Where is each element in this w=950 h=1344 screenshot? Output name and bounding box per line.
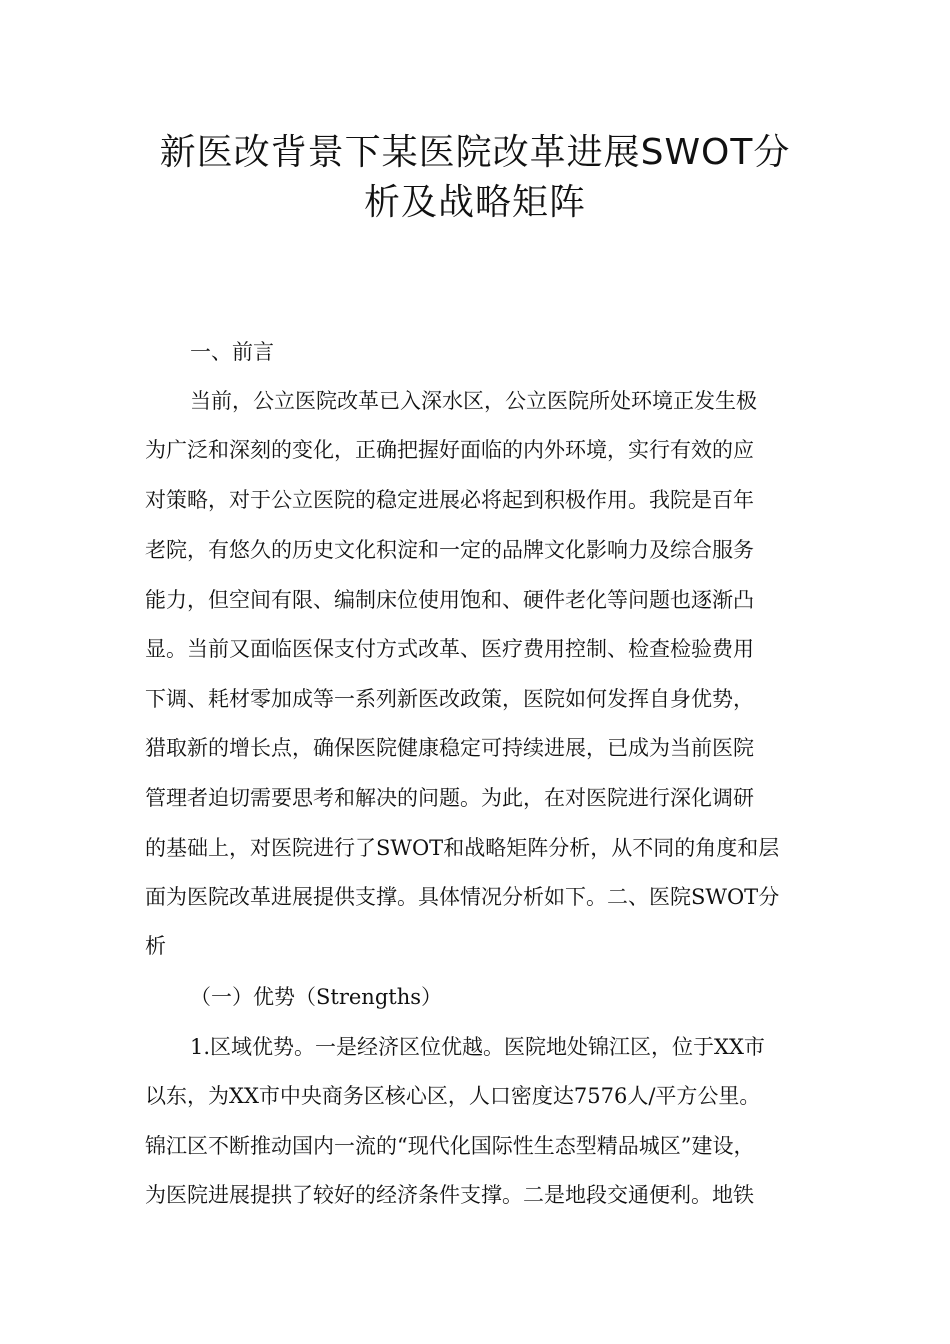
- subsection-heading-strengths: （一）优势（Strengths）: [190, 985, 442, 1009]
- body-line: 1.区域优势。一是经济区位优越。医院地处锦江区，位于XX市: [190, 1035, 765, 1059]
- body-line: 猎取新的增长点，确保医院健康稳定可持续进展，已成为当前医院: [145, 736, 754, 760]
- body-line: 锦江区不断推动国内一流的“现代化国际性生态型精品城区”建设，: [145, 1134, 755, 1158]
- body-line: 当前，公立医院改革已入深水区，公立医院所处环境正发生极: [190, 389, 757, 413]
- body-line: 为广泛和深刻的变化，正确把握好面临的内外环境，实行有效的应: [145, 438, 754, 462]
- body-line: 能力，但空间有限、编制床位使用饱和、硬件老化等问题也逐渐凸: [145, 588, 754, 612]
- title-line-1: 新医改背景下某医院改革进展SWOT分: [159, 132, 791, 173]
- section-heading-preface: 一、前言: [190, 340, 274, 364]
- body-line: 为医院进展提拱了较好的经济条件支撑。二是地段交通便利。地铁: [145, 1183, 754, 1207]
- body-line: 面为医院改革进展提供支撑。具体情况分析如下。二、医院SWOT分: [145, 885, 780, 909]
- body-line: 析: [145, 934, 166, 958]
- body-line: 显。当前又面临医保支付方式改革、医疗费用控制、检查检验费用: [145, 637, 754, 661]
- body-line: 以东，为XX市中央商务区核心区，人口密度达7576人/平方公里。: [145, 1084, 761, 1108]
- body-line: 管理者迫切需要思考和解决的问题。为此，在对医院进行深化调研: [145, 786, 754, 810]
- body-line: 的基础上，对医院进行了SWOT和战略矩阵分析，从不同的角度和层: [145, 836, 780, 860]
- title-line-2: 析及战略矩阵: [363, 182, 586, 223]
- body-line: 对策略，对于公立医院的稳定进展必将起到积极作用。我院是百年: [145, 488, 754, 512]
- body-line: 老院，有悠久的历史文化积淀和一定的品牌文化影响力及综合服务: [145, 538, 754, 562]
- document-title: [140, 128, 810, 228]
- body-line: 下调、耗材零加成等一系列新医改政策，医院如何发挥自身优势，: [145, 687, 754, 711]
